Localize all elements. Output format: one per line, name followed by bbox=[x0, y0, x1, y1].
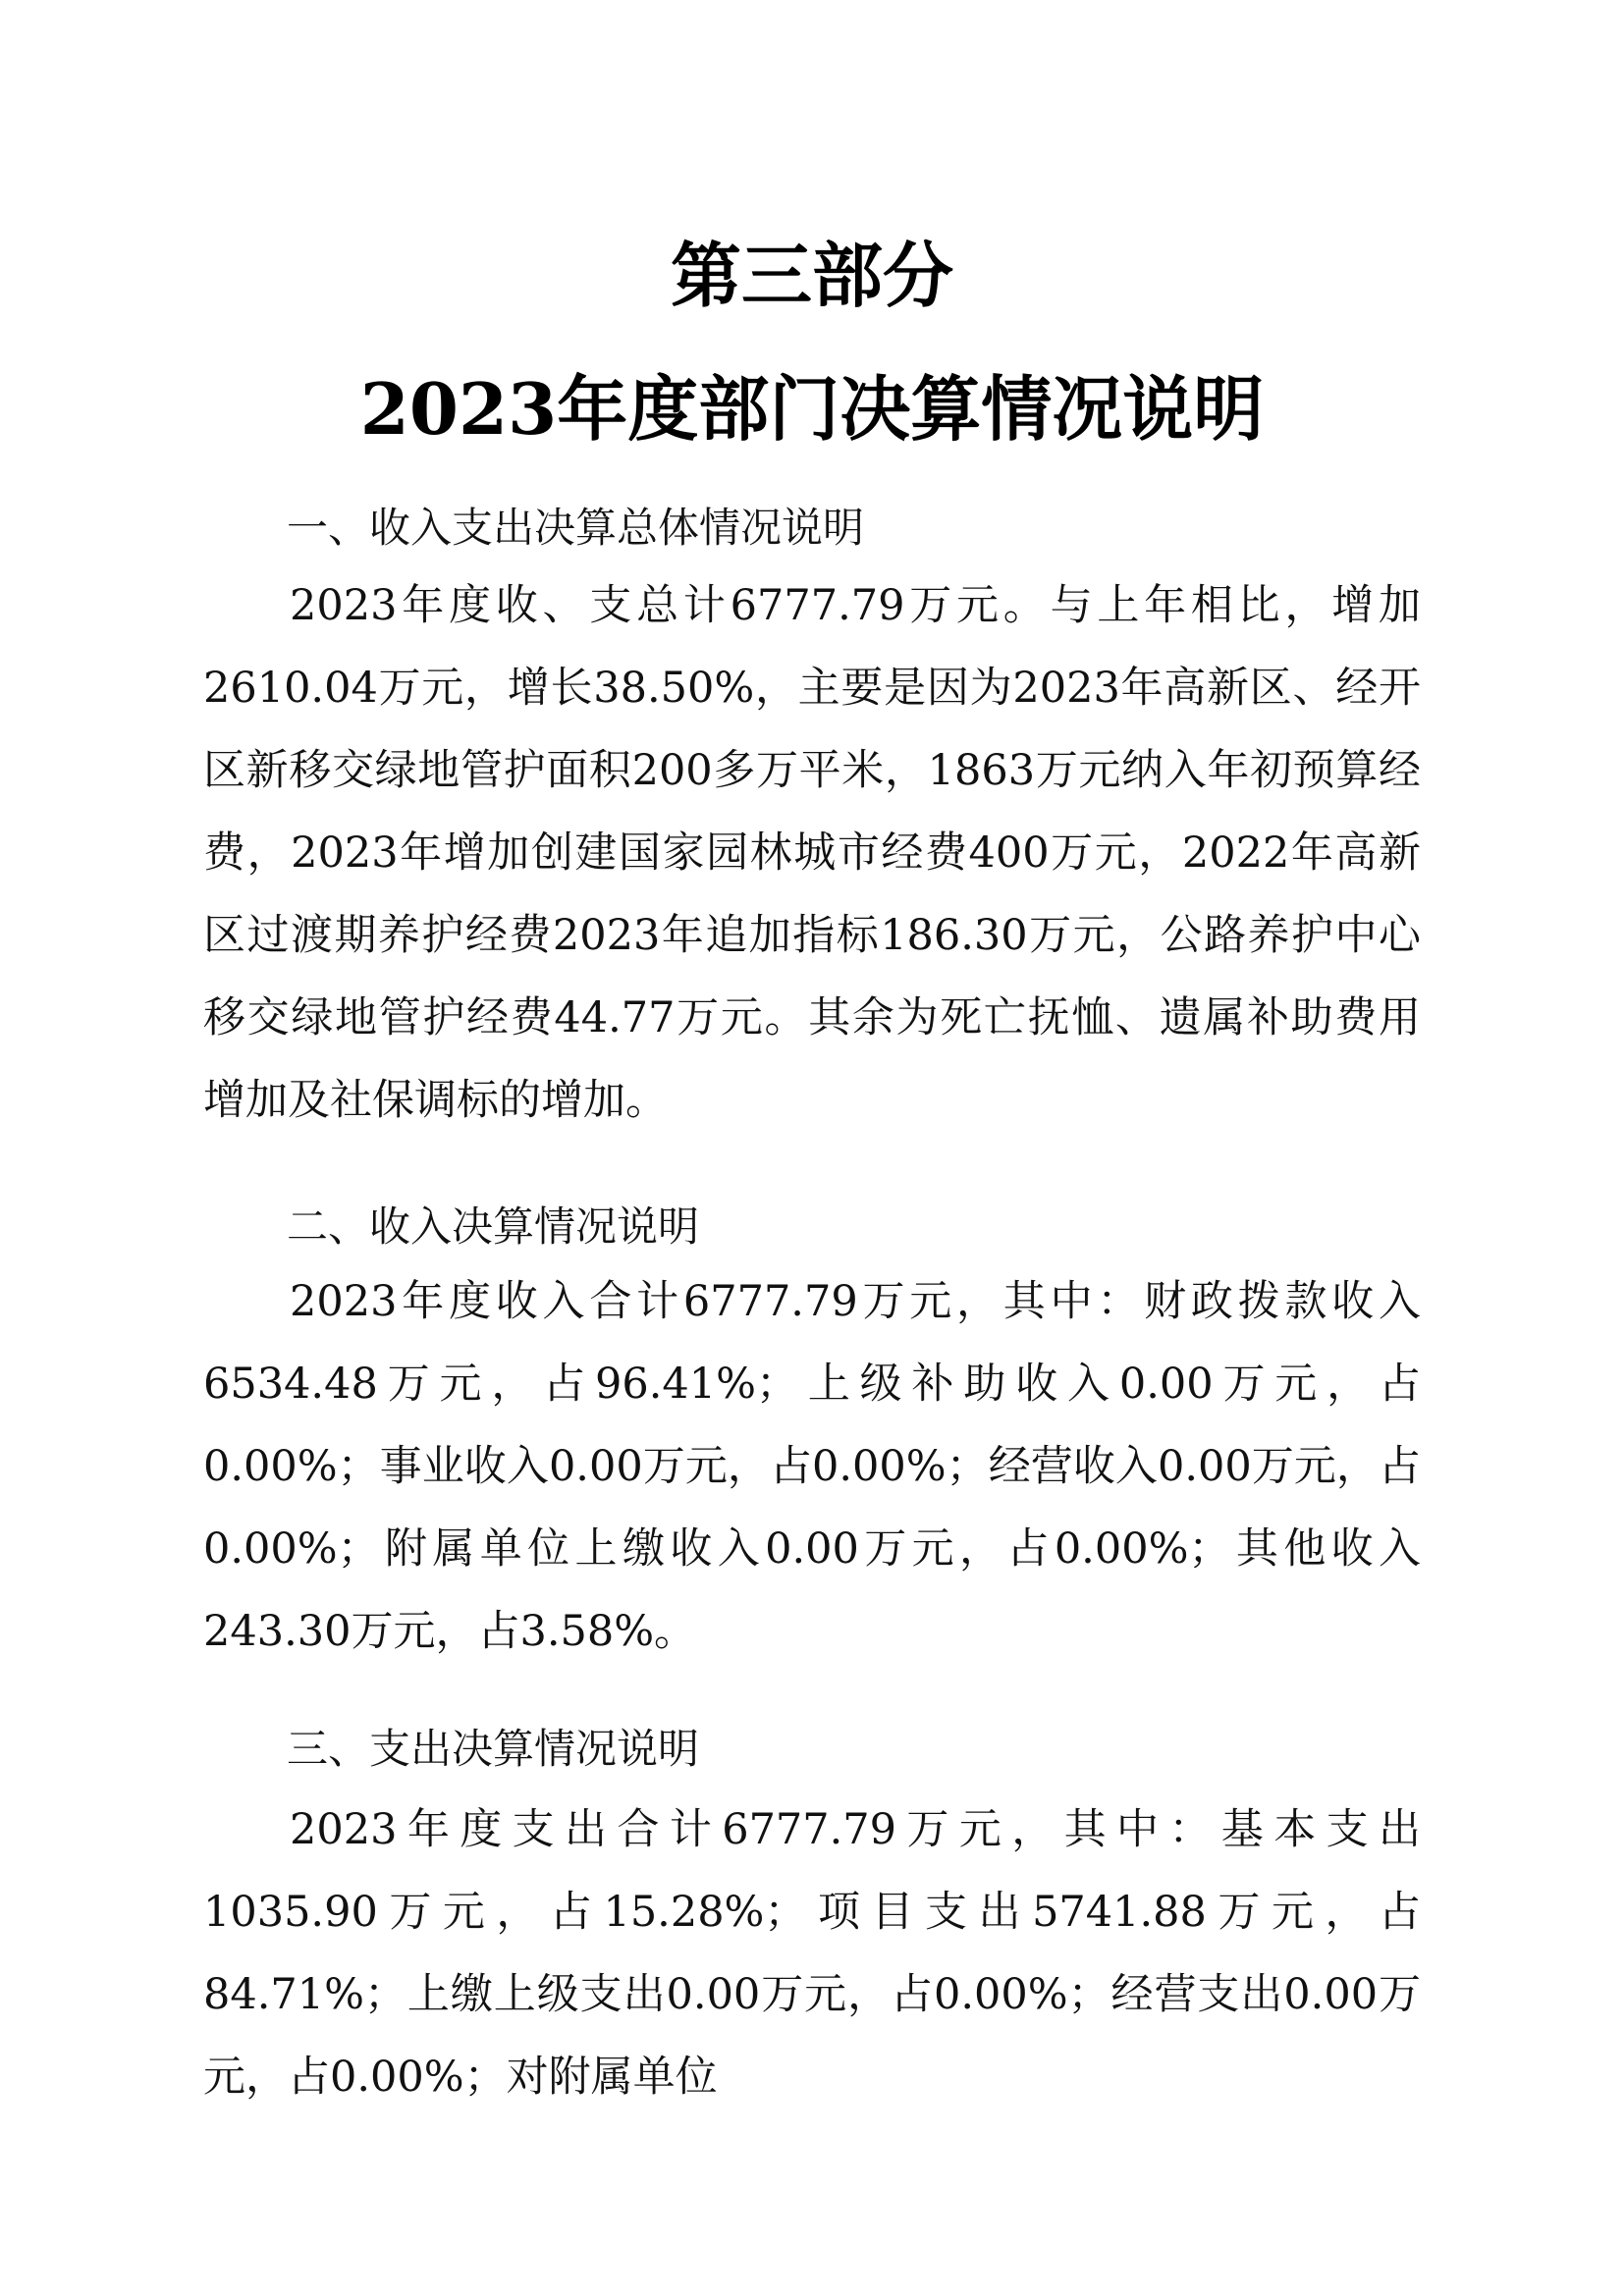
section-heading-expenditure: 三、支出决算情况说明 bbox=[287, 1725, 700, 1773]
section-body-overview: 2023年度收、支总计6777.79万元。与上年相比，增加2610.04万元，增长38.50%，主要是因为2023年高新区、经开区新移交绿地管护面积200多万平米，1863万元纳入年初预算经费，2023年增加创建国家园林城市经费400万元，2022年高新区过渡期养护经费2023年追加指标186.30万元，公路养护中心移交绿地管护经费44.77万元。其余为死亡抚恤、遗属补助费用增加及社保调标的增加。 bbox=[203, 581, 1421, 1125]
section-body-income: 2023年度收入合计6777.79万元，其中：财政拨款收入6534.48万元，占96.41%；上级补助收入0.00万元，占0.00%；事业收入0.00万元，占0.00%；经营收入0.00万元，占0.00%；附属单位上缴收入0.00万元，占0.00%；其他收入243.30万元，占3.58%。 bbox=[203, 1277, 1421, 1656]
section-heading-overview: 一、收入支出决算总体情况说明 bbox=[287, 504, 865, 552]
section-body-expenditure: 2023年度支出合计6777.79万元，其中：基本支出1035.90万元，占15.28%；项目支出5741.88万元，占84.71%；上缴上级支出0.00万元，占0.00%；经营支出0.00万元，占0.00%；对附属单位 bbox=[203, 1805, 1421, 2102]
section-heading-income: 二、收入决算情况说明 bbox=[287, 1202, 700, 1251]
document-title: 2023年度部门决算情况说明 bbox=[359, 367, 1265, 451]
part-title: 第三部分 bbox=[670, 234, 953, 317]
